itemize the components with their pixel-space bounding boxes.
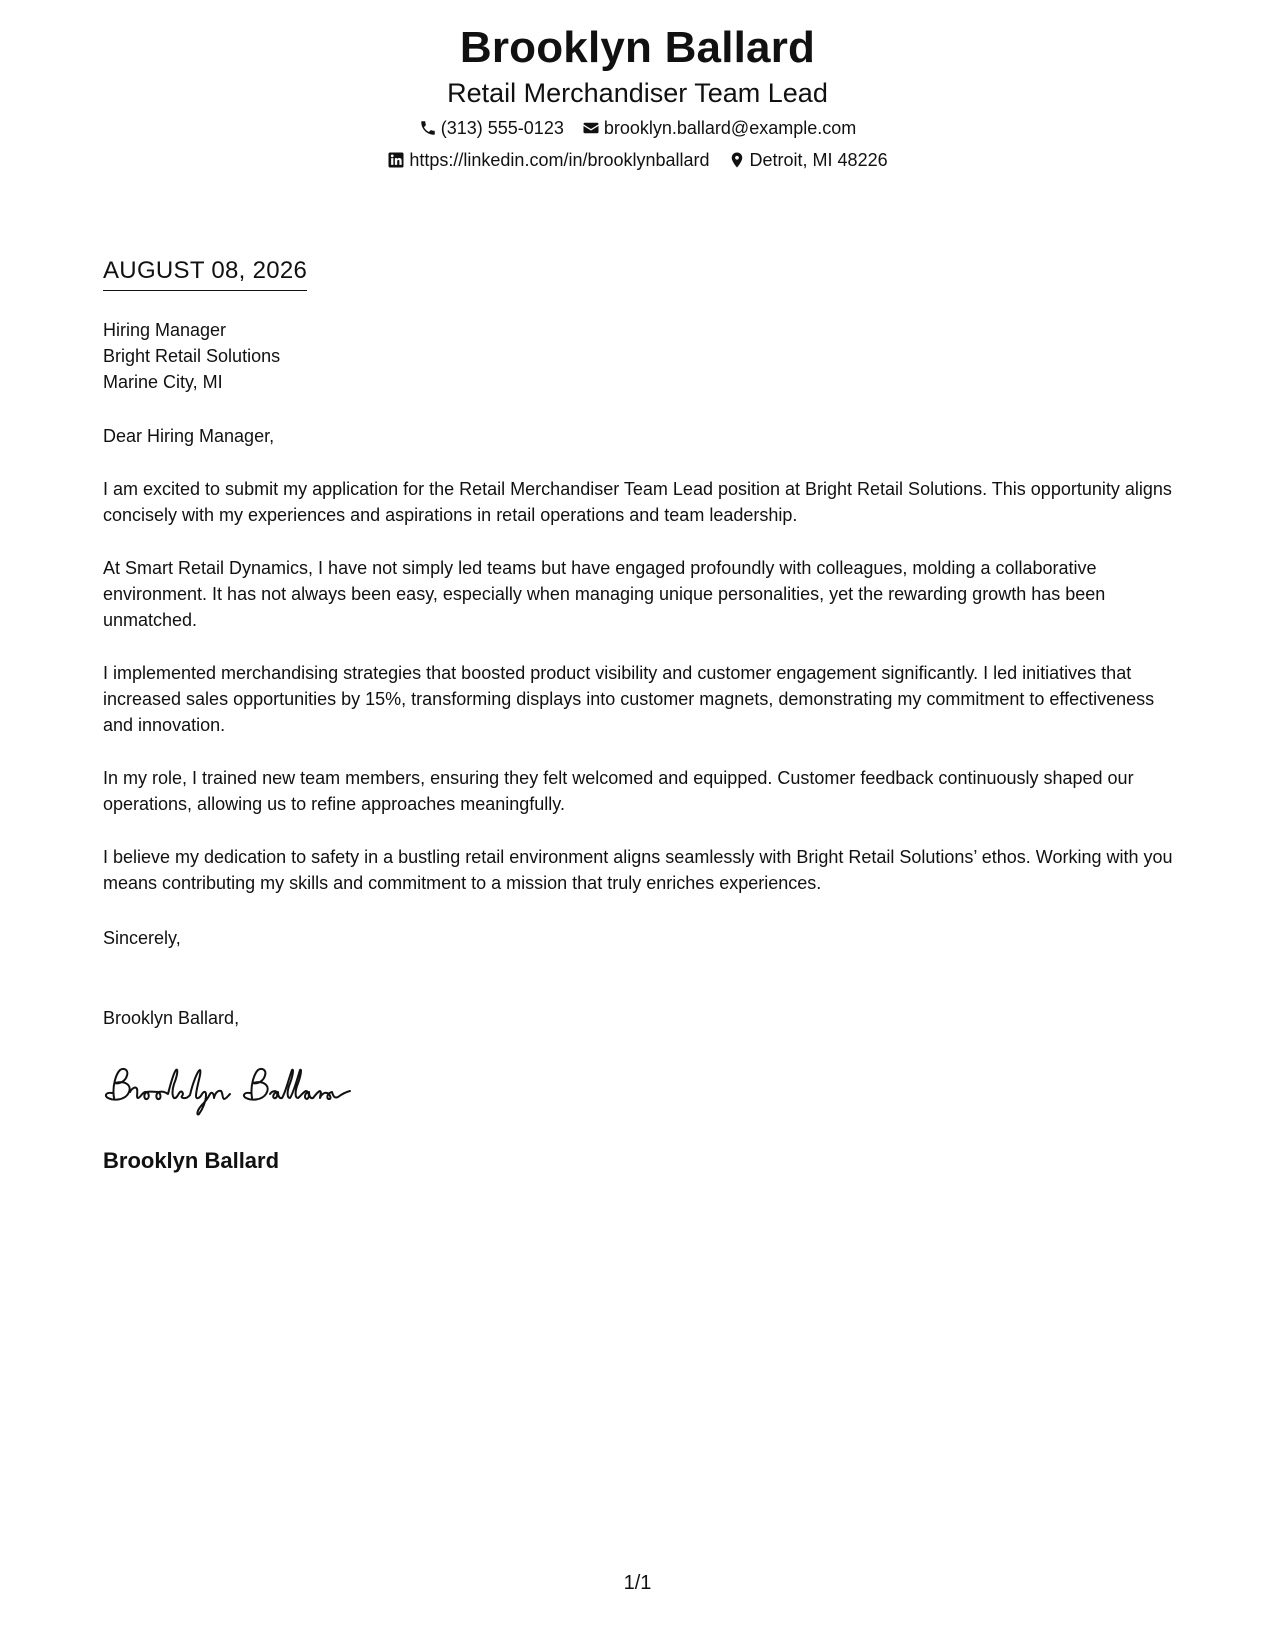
contact-row-1: [0, 116, 1275, 140]
closing-name: Brooklyn Ballard,: [103, 1008, 240, 1028]
location-contact: [728, 148, 888, 172]
phone-contact: [419, 116, 564, 140]
location-text: Detroit, MI 48226: [749, 150, 888, 170]
applicant-title: Retail Merchandiser Team Lead: [447, 78, 828, 108]
linkedin-url: https://linkedin.com/in/brooklynballard: [409, 150, 710, 170]
letter-date: AUGUST 08, 2026: [103, 256, 307, 291]
letter-body: [103, 423, 1183, 923]
body-paragraph: I believe my dedication to safety in a bustling retail environment aligns seamlessly with Bright Retail Solutions’ ethos. Working with you means contributing my skills and commitment to a mission that truly enriches experiences.: [103, 847, 1173, 893]
closing: Sincerely,: [103, 928, 181, 948]
body-paragraph: At Smart Retail Dynamics, I have not simply led teams but have engaged profoundly with colleagues, molding a collaborative environment. It has not always been easy, especially when managing unique personalities, yet the rewarding growth has been unmatched.: [103, 558, 1106, 630]
applicant-name: Brooklyn Ballard: [459, 23, 816, 72]
envelope-icon: [582, 119, 600, 137]
body-paragraph: In my role, I trained new team members, ensuring they felt welcomed and equipped. Customer feedback continuously shaped our operations, allowing us to refine approaches meaningfully.: [103, 768, 1134, 814]
signed-name: Brooklyn Ballard: [103, 1148, 280, 1173]
page-number: 1/1: [623, 1572, 652, 1594]
email-address: brooklyn.ballard@example.com: [603, 118, 857, 138]
phone-number: (313) 555-0123: [440, 118, 564, 138]
map-pin-icon: [728, 151, 746, 169]
linkedin-icon: [387, 151, 405, 169]
linkedin-contact: [387, 148, 709, 172]
recipient-line-2: Bright Retail Solutions: [103, 346, 281, 366]
recipient-line-1: Hiring Manager: [103, 320, 227, 340]
contact-row-2: [0, 148, 1275, 172]
phone-icon: [419, 119, 437, 137]
body-paragraph: I implemented merchandising strategies that boosted product visibility and customer engagement significantly. I led initiatives that increased sales opportunities by 15%, transforming displays into customer magnets, demonstrating my commitment to effectiveness and innovation.: [103, 663, 1155, 735]
email-contact: [582, 116, 856, 140]
recipient-block: [103, 317, 280, 395]
handwritten-signature: [100, 1058, 370, 1118]
recipient-line-3: Marine City, MI: [103, 372, 223, 392]
letter-header: [0, 20, 1275, 172]
salutation: Dear Hiring Manager,: [103, 426, 275, 446]
body-paragraph: I am excited to submit my application for the Retail Merchandiser Team Lead position at Bright Retail Solutions. This opportunity aligns concisely with my experiences and aspirations in retail operations and team leadership.: [103, 479, 1172, 525]
